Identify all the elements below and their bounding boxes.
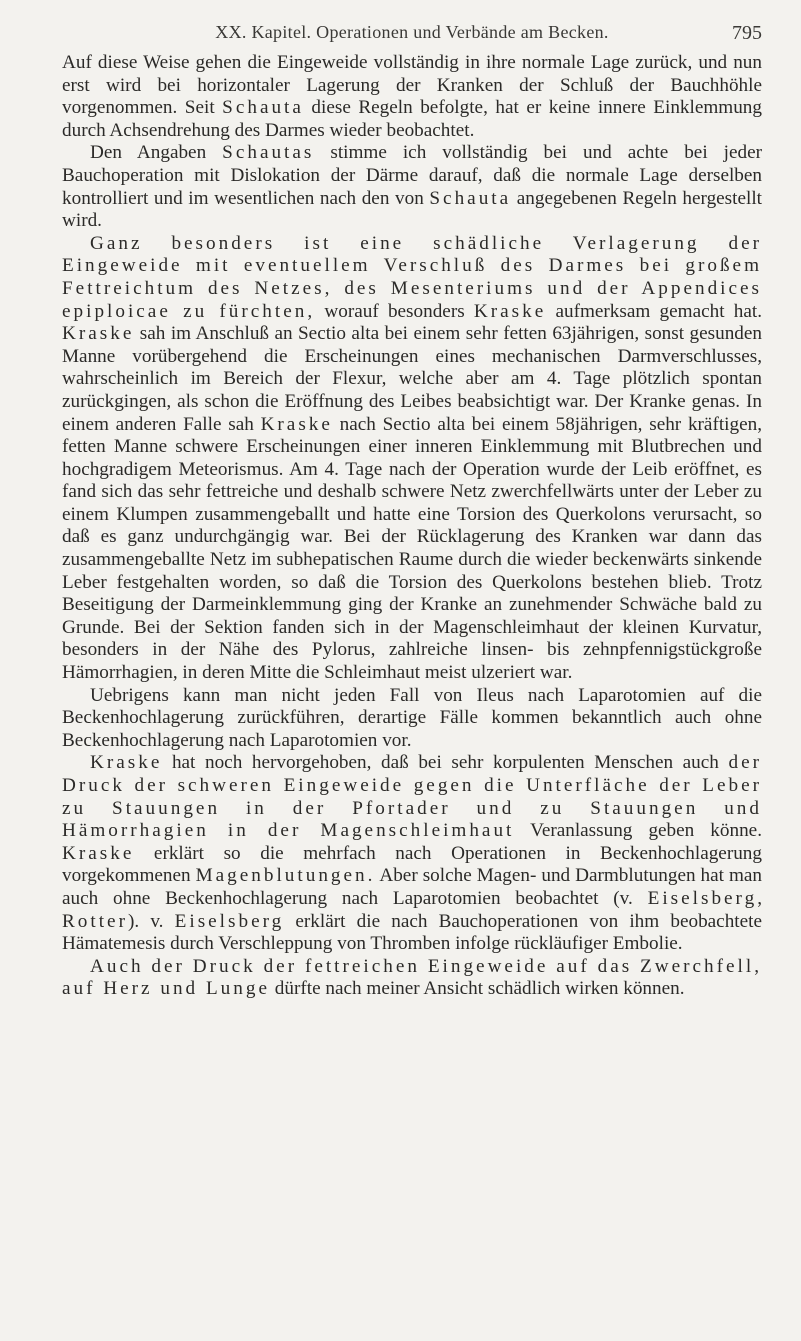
text-run: diese Regeln befolgte, hat er keine innere Einklemmung durch Achsendrehung des Darmes wieder beobachtet. [62,97,762,141]
text-run: dürfte nach meiner Ansicht schädlich wirken können. [269,978,685,1000]
paragraph [62,956,762,1001]
spaced-emphasis: Kraske [62,323,135,345]
text-run: Veranlassung geben könne. [514,820,762,842]
text-run: , [757,887,762,909]
text-run: nach Sectio alta bei einem 58jährigen, sehr kräftigen, fetten Manne schwere Erscheinungen einer inneren Einklemmung mit Blutbrechen und hochgradigem Meteorismus. Am 4. Tage nach der Operation wurde der Leib eröffnet, es fand sich das sehr fettreiche und deshalb schwere Netz zwerchfellwärts unter der Leber zu einem Klumpen zusammengeballt und hatte eine Torsion des Querkolons verursacht, so daß es ganz undurchgängig war. Bei der Rücklagerung des Kranken war dann das zusammengeballte Netz im subhepatischen Raume durch die wieder beckenwärts sinkende Leber festgehalten worden, so daß die Torsion des Querkolons bestehen blieb. Trotz Beseitigung der Darmeinklemmung ging der Kranke an zunehmender Schwäche bald zu Grunde. Bei der Sektion fanden sich in der Magenschleimhaut der kleinen Kurvatur, besonders in der Nähe des Pylorus, zahlreiche linsen- bis zehnpfennigstückgroße Hämorrhagien, in deren Mitte die Schleimhaut meist ulzeriert war. [62,413,762,684]
spaced-emphasis: Eiselsberg [174,910,285,932]
text-run: erklärt so die mehrfach nach Operationen in Beckenhochlagerung vorgekommenen [62,842,762,887]
spaced-emphasis: Auch der Druck der fettreichen Eingeweide auf das Zwerchfell, auf Herz und Lunge [62,955,762,1000]
paragraph [62,233,762,685]
text-run: stimme ich vollständig bei und achte bei jeder Bauchoperation mit Dislokation der Därme darauf, daß die normale Lage derselben kontrolliert und im wesentlichen nach den von [62,142,762,209]
spaced-emphasis: Schauta [222,97,304,119]
spaced-emphasis: Ganz besonders ist eine schädliche Verlagerung der Eingeweide mit eventuellem Verschluß des Darmes bei großem Fettreichtum des Netzes, des Mesenteriums und der Appendices epiploicae zu fürchten, [62,232,762,322]
text-run: ). v. [127,910,175,932]
spaced-emphasis: Eiselsberg [647,887,758,909]
spaced-emphasis: Schautas [222,142,315,164]
spaced-emphasis: Kraske [473,300,547,322]
text-run: erklärt die nach Bauchoperationen von ihm beobachtete Hämatemesis durch Verschleppung von Thromben infolge rückläufiger Embolie. [62,910,762,955]
text-run: Aber solche Magen- und Darmblutungen hat man auch ohne Beckenhochlagerung nach Laparotomien beobachtet (v. [62,865,762,909]
running-header [62,0,762,52]
text-run: Den Angaben [90,142,223,164]
chapter-title: XX. Kapitel. Operationen und Verbände am Becken. [215,22,609,42]
page-number: 795 [732,22,762,44]
body-text [62,52,762,1001]
spaced-emphasis: Schauta [429,187,512,209]
paragraph [62,685,762,753]
text-run: hat noch hervorgehoben, daß bei sehr korpulenten Menschen auch [162,752,729,774]
paragraph [62,52,762,142]
text-run: sah im Anschluß an Sectio alta bei einem sehr fetten 63jährigen, sonst gesunden Manne vorübergehend die Erscheinungen eines mechanischen Darmverschlusses, wahrscheinlich im Bereich der Flexur, welche aber am 4. Tage plötzlich spontan zurückgingen, als schon die Eröffnung des Leibes beabsichtigt war. Der Kranke genas. In einem anderen Falle sah [62,323,762,435]
spaced-emphasis: Kraske [90,752,163,774]
spaced-emphasis: Kraske [62,842,135,864]
paragraph [62,752,762,955]
spaced-emphasis: Kraske [260,413,333,435]
paragraph [62,142,762,232]
text-run: aufmerksam gemacht hat. [546,300,763,322]
text-run: Uebrigens kann man nicht jeden Fall von Ileus nach Laparotomien auf die Beckenhochlagerung zurückführen, derartige Fälle kommen bekanntlich auch ohne Beckenhochlagerung nach Laparotomien vor. [62,684,762,751]
spaced-emphasis: Magenblutungen. [195,865,376,887]
text-run: angegebenen Regeln hergestellt wird. [62,187,762,232]
text-run: worauf besonders [315,300,474,322]
spaced-emphasis: Rotter [62,910,128,932]
book-page [62,0,762,1001]
text-run: Auf diese Weise gehen die Eingeweide vollständig in ihre normale Lage zurück, und nun erst wird bei horizontaler Lagerung der Kranken der Schluß der Bauchhöhle vorgenommen. Seit [62,52,762,119]
spaced-emphasis: der Druck der schweren Eingeweide gegen die Unterfläche der Leber zu Stauungen in der Pfortader und zu Stauungen und Hämorrhagien in der Magenschleimhaut [62,752,762,842]
